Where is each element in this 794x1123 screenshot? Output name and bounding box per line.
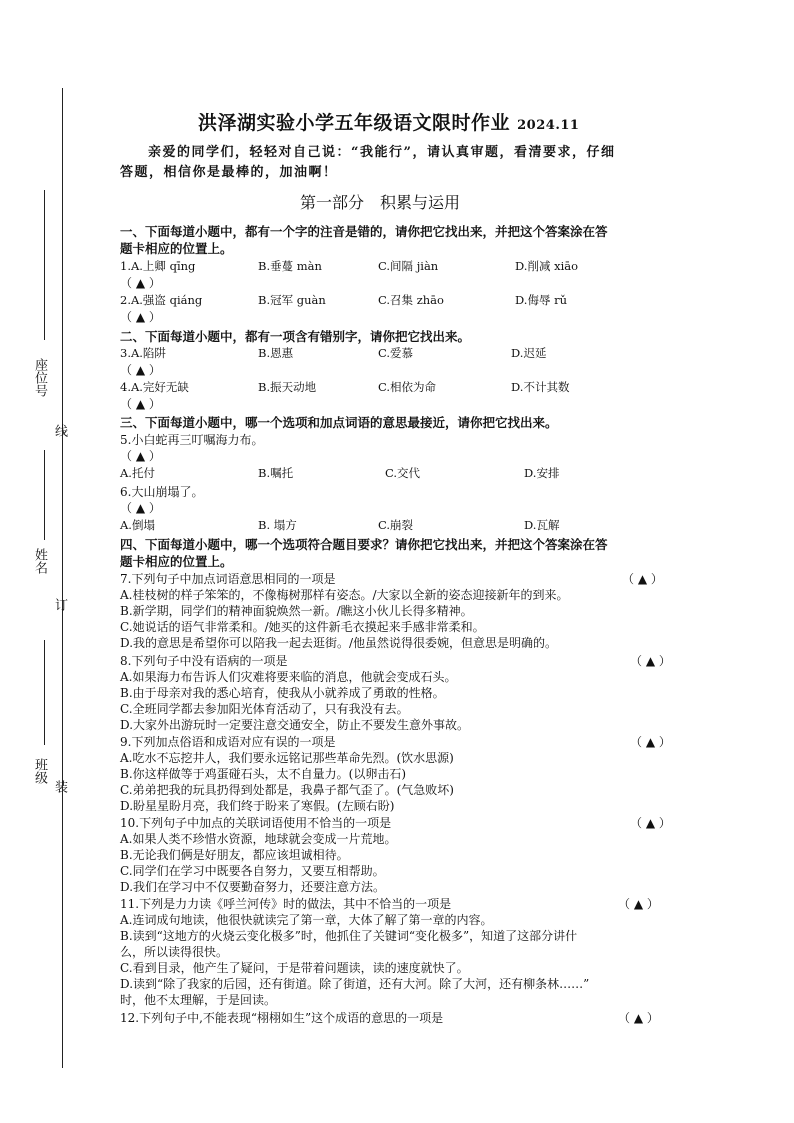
q10-option-a: A.如果人类不珍惜水资源，地球就会变成一片荒地。: [120, 832, 397, 846]
q5-option-b: B.嘱托: [258, 466, 294, 480]
q5-answer-mark: （ ▲ ）: [120, 449, 161, 463]
q3-option-c: C.爱慕: [378, 346, 414, 360]
seat-number-label: 座位号: [32, 358, 47, 397]
q10-stem: 10.下列句子中加点的关联词语使用不恰当的一项是: [120, 816, 392, 830]
q7-option-d: D.我的意思是希望你可以陪我一起去逛街。/他虽然说得很委婉，但意思是明确的。: [120, 636, 558, 650]
intro-line-1: 亲爱的同学们，轻轻对自己说：“我能行”，请认真审题，看清要求，仔细: [148, 145, 616, 160]
q5-option-d: D.安排: [524, 466, 560, 480]
q4-option-d: D.不计其数: [511, 380, 570, 394]
section-4-heading-line1: 四、下面每道小题中，哪一个选项符合题目要求？请你把它找出来，并把这个答案涂在答: [120, 537, 608, 552]
q6-stem: 6.大山崩塌了。: [120, 485, 204, 499]
q2-option-a: 2.A.强盗 qiáng: [120, 293, 203, 307]
binding-zhuang: 装: [52, 780, 67, 793]
q9-answer-mark: （ ▲ ）: [630, 735, 671, 749]
q7-stem: 7.下列句子中加点词语意思相同的一项是: [120, 572, 336, 586]
q3-answer-mark: （ ▲ ）: [120, 363, 161, 377]
q9-stem: 9.下列加点俗语和成语对应有误的一项是: [120, 735, 336, 749]
q1-option-c: C.间隔 jiàn: [378, 259, 439, 273]
binding-ding: 订: [52, 598, 67, 611]
q2-option-b: B.冠军 guàn: [258, 293, 326, 307]
q4-option-c: C.相依为命: [378, 380, 437, 394]
q9-option-c: C.弟弟把我的玩具扔得到处都是，我鼻子都气歪了。(气急败坏): [120, 783, 454, 797]
q1-option-b: B.垂蔓 màn: [258, 259, 322, 273]
part-heading: 第一部分 积累与运用: [300, 193, 461, 212]
q11-option-c: C.看到目录，他产生了疑问，于是带着问题读，读的速度就快了。: [120, 961, 469, 975]
q8-option-b: B.由于母亲对我的悉心培育，使我从小就养成了勇敢的性格。: [120, 686, 445, 700]
section-1-heading-line2: 题卡相应的位置上。: [120, 241, 233, 256]
q11-option-d-line2: 时，他不太理解，于是回读。: [120, 993, 277, 1007]
section-3-heading: 三、下面每道小题中，哪一个选项和加点词语的意思最接近，请你把它找出来。: [120, 415, 558, 430]
q7-option-b: B.新学期，同学们的精神面貌焕然一新。/瞧这小伙儿长得多精神。: [120, 604, 473, 618]
q7-answer-mark: （ ▲ ）: [622, 572, 663, 586]
q5-option-c: C.交代: [385, 466, 421, 480]
q2-option-d: D.侮辱 rǔ: [515, 293, 568, 307]
q11-option-b-line2: 么，所以读得很快。: [120, 945, 229, 959]
q11-answer-mark: （ ▲ ）: [618, 897, 659, 911]
q3-option-d: D.迟延: [511, 346, 547, 360]
q10-option-c: C.同学们在学习中既要各自努力，又要互相帮助。: [120, 864, 385, 878]
q1-answer-mark: （ ▲ ）: [120, 276, 161, 290]
q3-option-b: B.恩惠: [258, 346, 294, 360]
q11-stem: 11.下列是力力读《呼兰河传》时的做法，其中不恰当的一项是: [120, 897, 452, 911]
q5-stem: 5.小白蛇再三叮嘱海力布。: [120, 433, 264, 447]
intro-line-2: 答题，相信你是最棒的，加油啊！: [120, 165, 338, 180]
class-label: 班级: [32, 758, 47, 784]
q11-option-b-line1: B.读到“这地方的火烧云变化极多”时，他抓住了关键词“变化极多”，知道了这部分讲什: [120, 929, 578, 943]
q6-option-b: B. 塌方: [258, 518, 297, 532]
q8-stem: 8.下列句子中没有语病的一项是: [120, 654, 288, 668]
section-1-heading-line1: 一、下面每道小题中，都有一个字的注音是错的，请你把它找出来，并把这个答案涂在答: [120, 224, 608, 239]
q1-option-d: D.削减 xiāo: [515, 259, 579, 273]
q10-option-b: B.无论我们俩是好朋友，都应该坦诚相待。: [120, 848, 349, 862]
q7-option-c: C.她说话的语气非常柔和。/她买的这件新毛衣摸起来手感非常柔和。: [120, 620, 485, 634]
q10-answer-mark: （ ▲ ）: [630, 816, 671, 830]
section-4-heading-line2: 题卡相应的位置上。: [120, 554, 233, 569]
name-label: 姓名: [32, 548, 47, 574]
q3-option-a: 3.A.陷阱: [120, 346, 166, 360]
q9-option-d: D.盼星星盼月亮，我们终于盼来了寒假。(左顾右盼): [120, 799, 395, 813]
q6-option-c: C.崩裂: [378, 518, 414, 532]
binding-xian: 线: [52, 424, 67, 437]
q4-answer-mark: （ ▲ ）: [120, 397, 161, 411]
title-text: 洪泽湖实验小学五年级语文限时作业: [198, 112, 511, 134]
q4-option-a: 4.A.完好无缺: [120, 380, 189, 394]
q9-option-b: B.你这样做等于鸡蛋碰石头，太不自量力。(以卵击石): [120, 767, 406, 781]
q5-option-a: A.托付: [120, 466, 155, 480]
q10-option-d: D.我们在学习中不仅要勤奋努力，还要注意方法。: [120, 880, 386, 894]
q8-option-d: D.大家外出游玩时一定要注意交通安全，防止不要发生意外事故。: [120, 718, 470, 732]
title-year: 2024.11: [517, 118, 580, 133]
q6-option-d: D.瓦解: [524, 518, 560, 532]
q9-option-a: A.吃水不忘挖井人，我们要永远铭记那些革命先烈。(饮水思源): [120, 751, 454, 765]
q6-answer-mark: （ ▲ ）: [120, 501, 161, 515]
binding-line: [62, 88, 63, 1068]
q12-stem: 12.下列句子中,不能表现“栩栩如生”这个成语的意思的一项是: [120, 1011, 444, 1025]
q4-option-b: B.振天动地: [258, 380, 317, 394]
q6-option-a: A.倒塌: [120, 518, 155, 532]
q11-option-a: A.连词成句地读，他很快就读完了第一章，大体了解了第一章的内容。: [120, 913, 493, 927]
q12-answer-mark: （ ▲ ）: [618, 1011, 659, 1025]
q8-answer-mark: （ ▲ ）: [630, 654, 671, 668]
q8-option-c: C.全班同学都去参加阳光体育活动了，只有我没有去。: [120, 702, 409, 716]
page-title: [198, 108, 579, 135]
q7-option-a: A.桂枝树的样子笨笨的，不像梅树那样有姿态。/大家以全新的姿态迎接新年的到来。: [120, 588, 569, 602]
q11-option-d-line1: D.读到“除了我家的后园，还有街道。除了街道，还有大河。除了大河，还有柳条林……”: [120, 977, 590, 991]
q2-answer-mark: （ ▲ ）: [120, 310, 161, 324]
section-2-heading: 二、下面每道小题中，都有一项含有错别字，请你把它找出来。: [120, 329, 471, 344]
q1-option-a: 1.A.上卿 qīng: [120, 259, 196, 273]
q8-option-a: A.如果海力布告诉人们灾难将要来临的消息，他就会变成石头。: [120, 670, 457, 684]
q2-option-c: C.召集 zhāo: [378, 293, 444, 307]
